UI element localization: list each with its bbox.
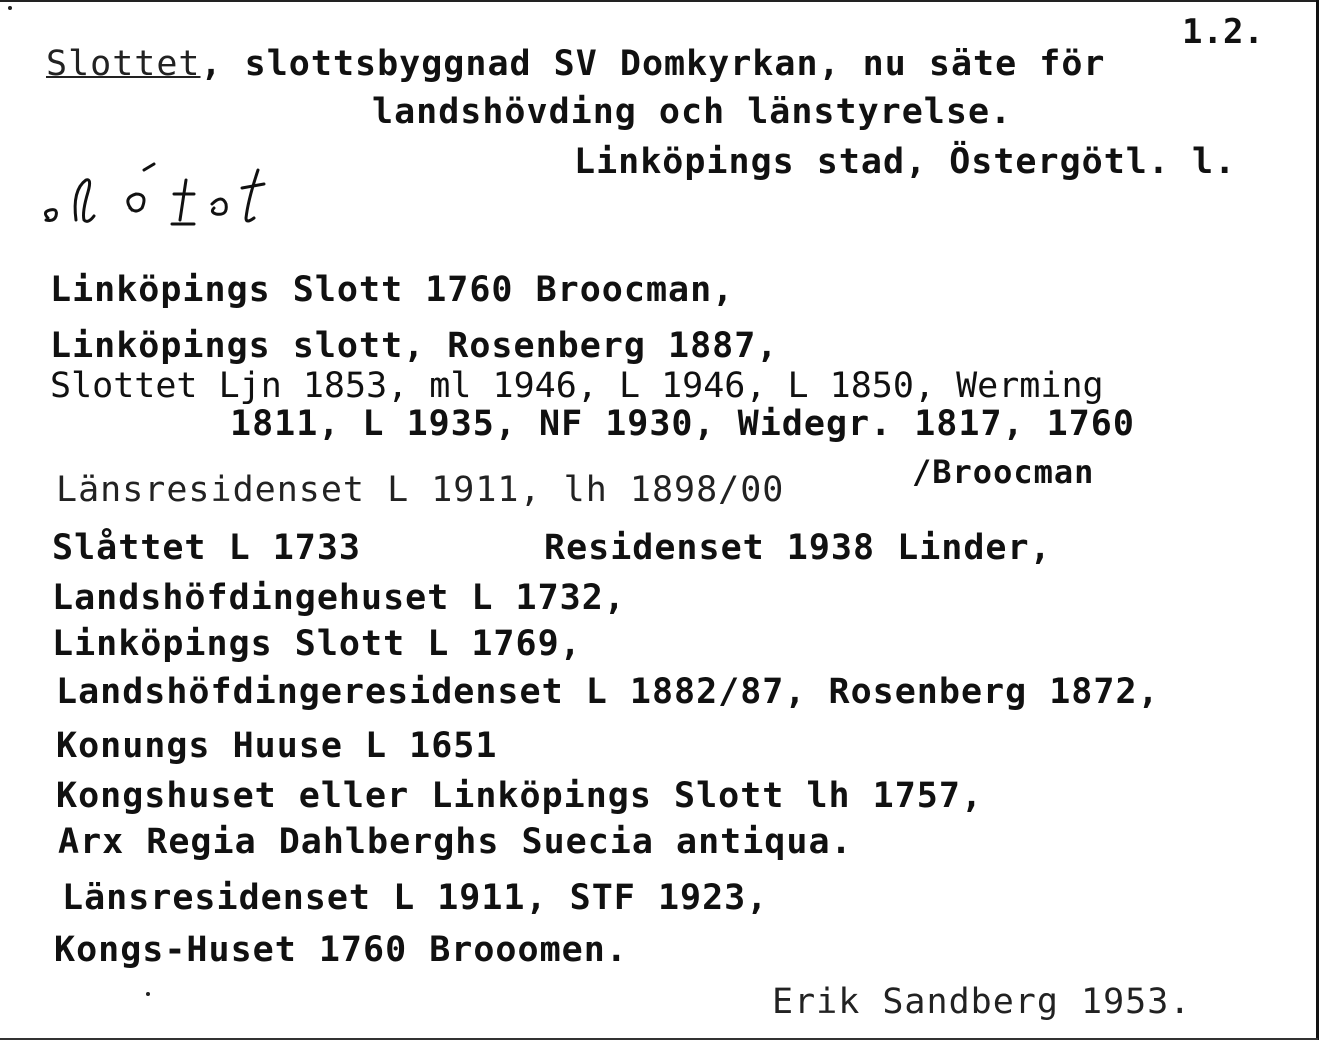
entry-5: Slåttet L 1733 <box>52 528 362 568</box>
entry-8: Linköpings Slott L 1769, <box>52 624 582 664</box>
entry-3: Slottet Ljn 1853, ml 1946, L 1946, L 1850, Werming <box>50 366 1104 406</box>
entry-10: Konungs Huuse L 1651 <box>56 726 498 766</box>
entry-3-continued: 1811, L 1935, NF 1930, Widegr. 1817, 1760 <box>230 404 1135 444</box>
entry-4-annotation: /Broocman <box>912 453 1095 491</box>
header-line-1-rest: , slottsbyggnad SV Domkyrkan, nu säte för <box>200 44 1106 84</box>
ink-speck <box>146 992 150 996</box>
entry-2: Linköpings slott, Rosenberg 1887, <box>50 326 779 366</box>
entry-9: Landshöfdingeresidenset L 1882/87, Rosenberg 1872, <box>56 672 1160 712</box>
entry-1: Linköpings Slott 1760 Broocman, <box>50 270 735 310</box>
entry-14: Kongs-Huset 1760 Brooomen. <box>54 930 628 970</box>
card-bottom-edge <box>0 1038 1318 1040</box>
entry-12: Arx Regia Dahlberghs Suecia antiqua. <box>58 822 853 862</box>
card-top-edge <box>0 0 1318 2</box>
entry-11: Kongshuset eller Linköpings Slott lh 1757, <box>56 776 984 816</box>
entry-4: Länsresidenset L 1911, lh 1898/00 <box>56 470 785 510</box>
entry-7: Landshöfdingehuset L 1732, <box>52 578 626 618</box>
card-right-edge <box>1316 0 1319 1040</box>
page-number: 1.2. <box>1182 12 1264 52</box>
entry-6: Residenset 1938 Linder, <box>544 528 1052 568</box>
ink-speck <box>8 6 12 10</box>
entry-13: Länsresidenset L 1911, STF 1923, <box>62 878 769 918</box>
header-line-2: landshövding och länstyrelse. <box>372 92 1013 132</box>
header-line-3: Linköpings stad, Östergötl. l. <box>574 142 1237 182</box>
handwritten-pronunciation-mark <box>36 160 296 240</box>
signature: Erik Sandberg 1953. <box>772 982 1192 1022</box>
header-line-1 <box>46 44 1105 84</box>
header-title-word: Slottet <box>46 44 201 84</box>
